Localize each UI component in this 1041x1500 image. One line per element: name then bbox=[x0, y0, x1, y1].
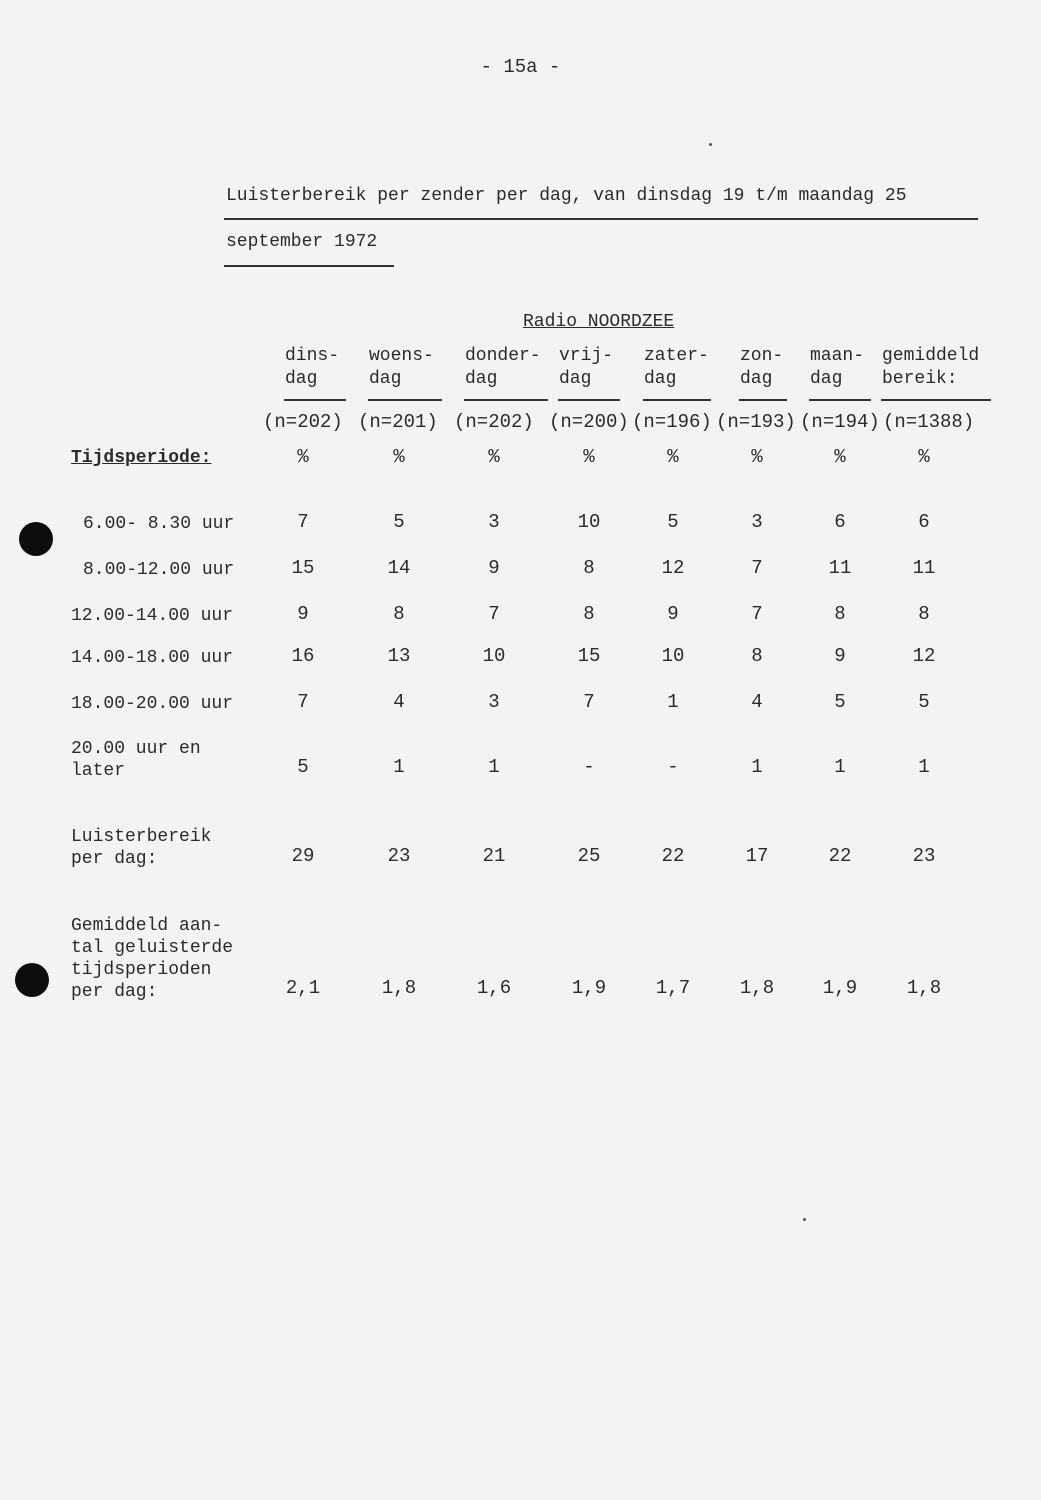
sample-size: (n=202) bbox=[263, 411, 343, 433]
sample-size: (n=202) bbox=[454, 411, 534, 433]
table-cell: 8 bbox=[918, 603, 930, 625]
table-cell: 13 bbox=[387, 645, 411, 667]
sample-size: (n=201) bbox=[358, 411, 438, 433]
title-underline bbox=[224, 218, 978, 220]
row-label: 18.00-20.00 uur bbox=[71, 694, 234, 714]
table-cell: 15 bbox=[291, 557, 315, 579]
header-underline bbox=[284, 399, 346, 401]
table-cell: 22 bbox=[828, 845, 852, 867]
table-cell: 1 bbox=[393, 756, 405, 778]
table-cell: 4 bbox=[751, 691, 763, 713]
row-label: 14.00-18.00 uur bbox=[71, 648, 234, 668]
column-header: vrij- dag bbox=[559, 346, 614, 389]
table-cell: 1 bbox=[918, 756, 930, 778]
table-cell: 5 bbox=[918, 691, 930, 713]
header-underline bbox=[558, 399, 620, 401]
table-cell: 8 bbox=[834, 603, 846, 625]
table-cell: 23 bbox=[912, 845, 936, 867]
paper-speck bbox=[803, 1218, 806, 1221]
table-cell: 6 bbox=[918, 511, 930, 533]
title-underline-2 bbox=[224, 265, 394, 267]
table-cell: 7 bbox=[297, 511, 309, 533]
table-cell: 4 bbox=[393, 691, 405, 713]
punch-hole bbox=[15, 963, 49, 997]
table-cell: 22 bbox=[661, 845, 685, 867]
header-underline bbox=[881, 399, 991, 401]
table-cell: 7 bbox=[583, 691, 595, 713]
table-cell: 3 bbox=[751, 511, 763, 533]
column-header: woens- dag bbox=[369, 346, 434, 389]
percent-sign: % bbox=[667, 446, 679, 468]
column-header: zon- dag bbox=[740, 346, 784, 389]
table-cell: 25 bbox=[577, 845, 601, 867]
table-cell: 7 bbox=[751, 557, 763, 579]
table-cell: 10 bbox=[577, 511, 601, 533]
column-header: gemiddeld bereik: bbox=[882, 346, 980, 389]
table-cell: 1,9 bbox=[822, 977, 858, 999]
table-cell: 16 bbox=[291, 645, 315, 667]
percent-sign: % bbox=[751, 446, 763, 468]
table-cell: 1,8 bbox=[739, 977, 775, 999]
table-cell: 8 bbox=[583, 557, 595, 579]
table-cell: 12 bbox=[661, 557, 685, 579]
page-number: - 15a - bbox=[480, 56, 561, 78]
table-cell: 2,1 bbox=[285, 977, 321, 999]
percent-sign: % bbox=[393, 446, 405, 468]
header-underline bbox=[643, 399, 711, 401]
sample-size: (n=194) bbox=[800, 411, 880, 433]
percent-sign: % bbox=[918, 446, 930, 468]
table-cell: 1,9 bbox=[571, 977, 607, 999]
header-underline bbox=[368, 399, 442, 401]
table-cell: 5 bbox=[667, 511, 679, 533]
table-cell: 1,8 bbox=[906, 977, 942, 999]
sample-size: (n=196) bbox=[632, 411, 712, 433]
column-header: maan- dag bbox=[810, 346, 865, 389]
table-cell: 5 bbox=[834, 691, 846, 713]
table-cell: - bbox=[583, 756, 595, 778]
sample-size: (n=193) bbox=[716, 411, 796, 433]
percent-sign: % bbox=[583, 446, 595, 468]
percent-sign: % bbox=[834, 446, 846, 468]
sample-size: (n=200) bbox=[549, 411, 629, 433]
table-cell: 23 bbox=[387, 845, 411, 867]
punch-hole bbox=[19, 522, 53, 556]
header-underline bbox=[809, 399, 871, 401]
table-cell: 6 bbox=[834, 511, 846, 533]
title-line-2: september 1972 bbox=[226, 232, 378, 252]
row-label: 20.00 uur en later bbox=[71, 739, 201, 781]
header-underline bbox=[464, 399, 548, 401]
table-cell: 1 bbox=[488, 756, 500, 778]
table-cell: 5 bbox=[393, 511, 405, 533]
paper-speck bbox=[709, 143, 712, 146]
table-cell: 1 bbox=[667, 691, 679, 713]
header-underline bbox=[739, 399, 787, 401]
percent-sign: % bbox=[488, 446, 500, 468]
table-cell: 9 bbox=[297, 603, 309, 625]
row-header: Tijdsperiode: bbox=[71, 448, 212, 468]
column-header: zater- dag bbox=[644, 346, 709, 389]
table-cell: 9 bbox=[667, 603, 679, 625]
sample-size: (n=1388) bbox=[883, 411, 975, 433]
table-cell: 1 bbox=[834, 756, 846, 778]
row-label: 12.00-14.00 uur bbox=[71, 606, 234, 626]
table-cell: 15 bbox=[577, 645, 601, 667]
table-cell: 1,8 bbox=[381, 977, 417, 999]
table-cell: 11 bbox=[912, 557, 936, 579]
table-cell: 8 bbox=[393, 603, 405, 625]
table-cell: 1,6 bbox=[476, 977, 512, 999]
row-label: Gemiddeld aan- tal geluisterde tijdsperioden per dag: bbox=[71, 916, 234, 1002]
percent-sign: % bbox=[297, 446, 309, 468]
table-cell: 8 bbox=[751, 645, 763, 667]
table-cell: 3 bbox=[488, 691, 500, 713]
row-label: 8.00-12.00 uur bbox=[83, 560, 235, 580]
table-cell: 5 bbox=[297, 756, 309, 778]
table-cell: 29 bbox=[291, 845, 315, 867]
table-cell: 7 bbox=[488, 603, 500, 625]
row-label: Luisterbereik per dag: bbox=[71, 827, 212, 869]
table-cell: 11 bbox=[828, 557, 852, 579]
station-name: Radio NOORDZEE bbox=[523, 312, 675, 332]
table-cell: 3 bbox=[488, 511, 500, 533]
table-cell: 7 bbox=[297, 691, 309, 713]
column-header: dins- dag bbox=[285, 346, 340, 389]
row-label: 6.00- 8.30 uur bbox=[83, 514, 235, 534]
title-line-1: Luisterbereik per zender per dag, van dinsdag 19 t/m maandag 25 bbox=[226, 186, 907, 206]
table-cell: 10 bbox=[661, 645, 685, 667]
table-cell: 14 bbox=[387, 557, 411, 579]
table-cell: 1,7 bbox=[655, 977, 691, 999]
table-cell: 9 bbox=[488, 557, 500, 579]
table-cell: 1 bbox=[751, 756, 763, 778]
column-header: donder- dag bbox=[465, 346, 541, 389]
table-cell: 12 bbox=[912, 645, 936, 667]
table-cell: 10 bbox=[482, 645, 506, 667]
table-cell: 7 bbox=[751, 603, 763, 625]
table-cell: 17 bbox=[745, 845, 769, 867]
table-cell: 9 bbox=[834, 645, 846, 667]
table-cell: 8 bbox=[583, 603, 595, 625]
table-cell: 21 bbox=[482, 845, 506, 867]
table-cell: - bbox=[667, 756, 679, 778]
